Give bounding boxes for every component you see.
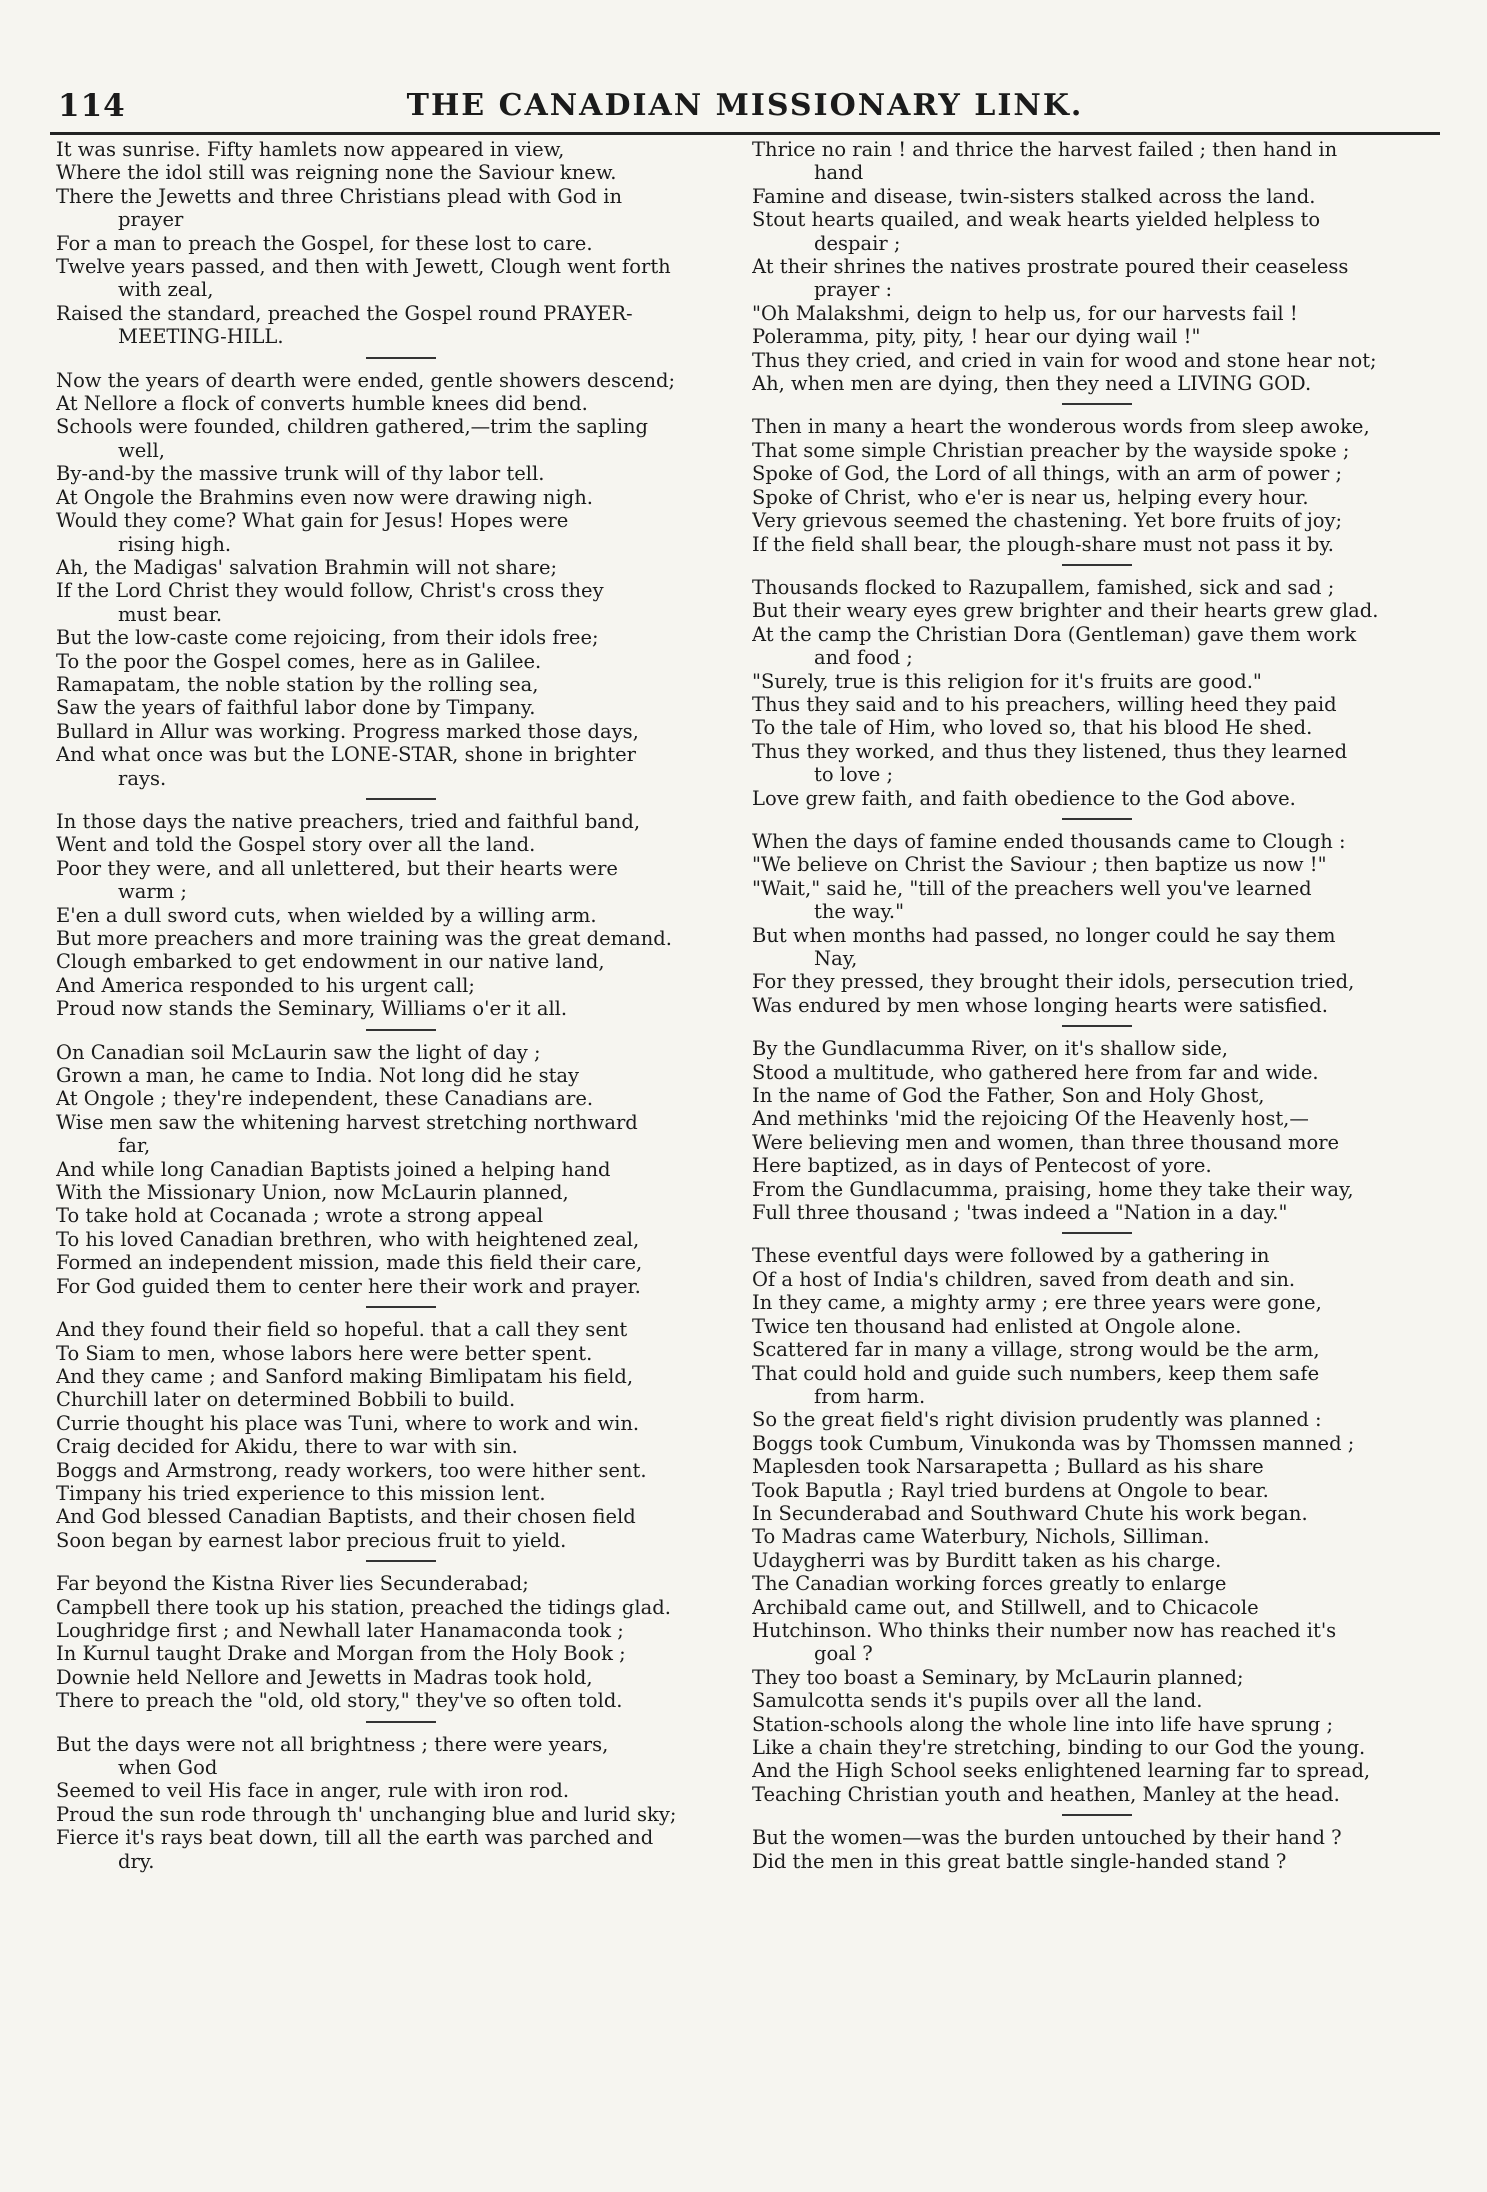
poem-line: Teaching Christian youth and heathen, Manley at the head. [752,1782,1340,1806]
poem-line: warm ; [118,880,187,904]
poem-line: Thus they said and to his preachers, willing heed they paid [752,692,1337,716]
poem-line: In those days the native preachers, tried and faithful band, [56,809,641,833]
poem-line: But the low-caste come rejoicing, from their idols free; [56,626,599,650]
poem-line: Proud now stands the Seminary, Williams o'er it all. [56,997,568,1021]
stanza-separator [366,1029,436,1031]
poem-line: At Ongole the Brahmins even now were drawing nigh. [56,485,593,509]
poem-line: Poleramma, pity, pity, ! hear our dying wail !" [752,325,1201,349]
poem-line: To take hold at Cocanada ; wrote a strong appeal [56,1204,544,1228]
poem-line: In they came, a mighty army ; ere three years were gone, [752,1291,1322,1315]
poem-line: prayer [118,208,184,232]
poem-line: Proud the sun rode through th' unchanging blue and lurid sky; [56,1802,677,1826]
stanza [56,810,746,1021]
poem-line: If the field shall bear, the plough-share must not pass it by. [752,532,1334,556]
poem-line: And what once was but the LONE-STAR, shone in brighter [56,743,636,767]
poem-line: Here baptized, as in days of Pentecost of yore. [752,1154,1212,1178]
poem-line: Then in many a heart the wonderous words from sleep awoke, [752,415,1370,439]
left-column [56,138,746,2178]
poem-line: For God guided them to center here their work and prayer. [56,1274,641,1298]
poem-line: Station-schools along the whole line into life have sprung ; [752,1712,1334,1736]
poem-line: "Surely, true is this religion for it's fruits are good." [752,669,1262,693]
poem-line: They too boast a Seminary, by McLaurin planned; [752,1665,1244,1689]
poem-line: And while long Canadian Baptists joined a helping hand [56,1157,611,1181]
poem-line: hand [814,161,864,185]
stanza-separator [366,1560,436,1562]
poem-line: On Canadian soil McLaurin saw the light of day ; [56,1040,541,1064]
poem-line: far, [118,1134,151,1158]
poem-line: Stout hearts quailed, and weak hearts yielded helpless to [752,208,1321,232]
poem-line: Saw the years of faithful labor done by Timpany. [56,696,536,720]
stanza [56,1572,746,1712]
poem-line: But more preachers and more training was the great demand. [56,927,672,950]
poem-line: Famine and disease, twin-sisters stalked across the land. [752,184,1316,208]
poem-line: Soon began by earnest labor precious fruit to yield. [56,1528,567,1552]
poem-line: Scattered far in many a village, strong would be the arm, [752,1338,1320,1362]
stanza-separator [1062,1025,1132,1027]
stanza-separator [1062,1814,1132,1816]
poem-line: By the Gundlacumma River, on it's shallow side, [752,1037,1228,1061]
poem-line: Thus they worked, and thus they listened, thus they learned [752,739,1348,763]
poem-line: Archibald came out, and Stillwell, and to Chicacole [752,1595,1259,1619]
poem-line: Very grievous seemed the chastening. Yet bore fruits of joy; [752,509,1343,533]
page-header [50,88,1440,128]
poem-line: In Kurnul taught Drake and Morgan from the Holy Book ; [56,1642,626,1666]
right-column [752,138,1442,2178]
poem-line: Raised the standard, preached the Gospel round PRAYER- [56,301,633,325]
stanza-separator [1062,564,1132,566]
poem-line: Udaygherri was by Burditt taken as his charge. [752,1548,1222,1572]
poem-line: dry. [118,1849,155,1873]
poem-line: In Secunderabad and Southward Chute his work began. [752,1501,1308,1525]
poem-line: Loughridge first ; and Newhall later Hanamaconda took ; [56,1618,624,1642]
stanza-separator [366,1306,436,1308]
poem-line: At Nellore a flock of converts humble knees did bend. [56,392,588,416]
poem-line: to love ; [814,763,894,787]
poem-line: Did the men in this great battle single-handed stand ? [752,1849,1287,1873]
stanza [56,138,746,349]
poem-line: goal ? [814,1642,873,1666]
poem-line: Far beyond the Kistna River lies Secunderabad; [56,1572,529,1596]
poem-line: Boggs took Cumbum, Vinukonda was by Thomssen manned ; [752,1431,1355,1455]
stanza [56,1733,746,1873]
poem-line: But the days were not all brightness ; there were years, [56,1732,609,1756]
poem-line: Thus they cried, and cried in vain for wood and stone hear not; [752,348,1377,372]
stanza-separator [1062,403,1132,405]
poem-line: when God [118,1756,218,1779]
stanza-separator [366,1721,436,1723]
stanza-separator [1062,818,1132,820]
poem-line: If the Lord Christ they would follow, Christ's cross they [56,579,604,603]
poem-line: Were believing men and women, than three thousand more [752,1130,1340,1154]
poem-line: Currie thought his place was Tuni, where to work and win. [56,1411,640,1435]
poem-line: must bear. [118,602,223,626]
poem-line: Thousands flocked to Razupallem, famished, sick and sad ; [752,575,1335,599]
poem-line: And they found their field so hopeful. that a call they sent [56,1318,628,1342]
poem-line: Formed an independent mission, made this field their care, [56,1251,643,1275]
poem-line: But the women—was the burden untouched by their hand ? [752,1826,1342,1850]
poem-line: At their shrines the natives prostrate poured their ceaseless [752,255,1349,279]
poem-line: And God blessed Canadian Baptists, and their chosen field [56,1505,636,1529]
poem-line: Love grew faith, and faith obedience to the God above. [752,786,1296,810]
poem-line: Hutchinson. Who thinks their number now has reached it's [752,1618,1337,1642]
poem-line: Stood a multitude, who gathered here from far and wide. [752,1060,1319,1084]
page-number: 114 [58,88,126,124]
stanza [56,1318,746,1552]
poem-line: "We believe on Christ the Saviour ; then baptize us now !" [752,853,1327,877]
poem-line: For they pressed, they brought their idols, persecution tried, [752,970,1355,994]
poem-line: Wise men saw the whitening harvest stretching northward [56,1110,638,1134]
poem-line: So the great field's right division prudently was planned : [752,1408,1322,1432]
poem-line: For a man to preach the Gospel, for these lost to care. [56,231,593,255]
stanza-separator [366,798,436,800]
poem-line: rays. [118,766,167,790]
poem-line: rising high. [118,532,232,556]
poem-line: Full three thousand ; 'twas indeed a "Nation in a day." [752,1201,1288,1225]
poem-line: Went and told the Gospel story over all the land. [56,833,536,857]
poem-line: In the name of God the Father, Son and Holy Ghost, [752,1084,1265,1108]
stanza-separator [366,357,436,359]
poem-line: And the High School seeks enlightened learning far to spread, [752,1759,1371,1783]
stanza [752,415,1442,555]
poem-line: MEETING-HILL. [118,325,284,349]
journal-title: THE CANADIAN MISSIONARY LINK. [406,88,1084,123]
poem-line: "Oh Malakshmi, deign to help us, for our harvests fail ! [752,301,1298,325]
stanza [752,1037,1442,1224]
poem-line: And methinks 'mid the rejoicing Of the Heavenly host,— [752,1107,1309,1131]
poem-line: That could hold and guide such numbers, keep them safe [752,1361,1320,1385]
poem-line: Seemed to veil His face in anger, rule with iron rod. [56,1779,570,1803]
poem-line: Now the years of dearth were ended, gentle showers descend; [56,368,676,392]
poem-line: Where the idol still was reigning none the Saviour knew. [56,161,617,185]
stanza [752,830,1442,1017]
poem-line: Maplesden took Narsarapetta ; Bullard as his share [752,1455,1264,1479]
poem-line: Campbell there took up his station, preached the tidings glad. [56,1595,671,1619]
poem-line: Spoke of Christ, who e'er is near us, helping every hour. [752,485,1309,509]
poem-line: Samulcotta sends it's pupils over all the land. [752,1689,1203,1713]
poem-line: With the Missionary Union, now McLaurin planned, [56,1181,569,1205]
poem-line: Was endured by men whose longing hearts were satisfied. [752,993,1328,1017]
poem-line: There to preach the "old, old story," they've so often told. [56,1689,623,1713]
poem-line: To the tale of Him, who loved so, that his blood He shed. [752,716,1313,740]
poem-line: Ramapatam, the noble station by the rolling sea, [56,672,539,696]
poem-line: It was sunrise. Fifty hamlets now appeared in view, [56,138,565,161]
poem-line: Would they come? What gain for Jesus! Hopes were [56,509,569,533]
poem-line: To the poor the Gospel comes, here as in Galilee. [56,649,542,673]
poem-line: To Siam to men, whose labors here were better spent. [56,1341,593,1365]
poem-line: well, [118,438,165,462]
poem-line: That some simple Christian preacher by the wayside spoke ; [752,438,1350,462]
poem-line: despair ; [814,231,901,255]
poem-line: By-and-by the massive trunk will of thy labor tell. [56,462,545,486]
poem-line: Twice ten thousand had enlisted at Ongole alone. [752,1314,1242,1338]
stanza [56,369,746,790]
stanza [752,138,1442,395]
poem-line: At Ongole ; they're independent, these Canadians are. [56,1087,594,1111]
poem-line: At the camp the Christian Dora (Gentleman) gave them work [752,622,1357,646]
poem-line: with zeal, [118,278,214,302]
poem-line: Like a chain they're stretching, binding to our God the young. [752,1736,1366,1759]
poem-line: To his loved Canadian brethren, who with heightened zeal, [56,1227,640,1251]
poem-line: There the Jewetts and three Christians plead with God in [56,184,623,208]
poem-line: These eventful days were followed by a gathering in [752,1244,1270,1268]
poem-line: When the days of famine ended thousands came to Clough : [752,829,1346,853]
header-rule [50,132,1440,135]
poem-line: Bullard in Allur was working. Progress marked those days, [56,719,639,743]
poem-line: To Madras came Waterbury, Nichols, Silliman. [752,1525,1210,1549]
poem-line: "Wait," said he, "till of the preachers well you've learned [752,876,1312,900]
poem-line: Schools were founded, children gathered,—trim the sapling [56,415,649,439]
poem-line: But when months had passed, no longer could he say them [752,923,1336,947]
poem-line: But their weary eyes grew brighter and their hearts grew glad. [752,599,1379,623]
stanza [56,1041,746,1298]
poem-line: the way." [814,900,905,924]
stanza [752,1826,1442,1873]
poem-line: Downie held Nellore and Jewetts in Madras took hold, [56,1665,593,1689]
poem-line: prayer : [814,278,893,302]
poem-line: From the Gundlacumma, praising, home they take their way, [752,1177,1354,1201]
poem-line: from harm. [814,1384,926,1408]
stanza [752,576,1442,810]
poem-line: Clough embarked to get endowment in our native land, [56,950,605,974]
poem-line: and food ; [814,646,913,670]
poem-line: Ah, when men are dying, then they need a LIVING GOD. [752,372,1312,396]
stanza-separator [1062,1232,1132,1234]
poem-line: Of a host of India's children, saved from death and sin. [752,1267,1296,1291]
poem-line: Spoke of God, the Lord of all things, with an arm of power ; [752,462,1343,486]
poem-line: Fierce it's rays beat down, till all the earth was parched and [56,1826,654,1850]
poem-line: And America responded to his urgent call; [56,973,475,997]
poem-line: Churchill later on determined Bobbili to build. [56,1388,516,1412]
poem-line: Craig decided for Akidu, there to war with sin. [56,1435,518,1459]
poem-line: Thrice no rain ! and thrice the harvest failed ; then hand in [752,138,1338,161]
poem-line: E'en a dull sword cuts, when wielded by a willing arm. [56,903,597,927]
poem-line: And they came ; and Sanford making Bimlipatam his field, [56,1364,634,1388]
poem-line: Grown a man, he came to India. Not long did he stay [56,1064,580,1088]
stanza [752,1244,1442,1806]
poem-line: Timpany his tried experience to this mission lent. [56,1481,546,1505]
poem-line: Took Baputla ; Rayl tried burdens at Ongole to bear. [752,1478,1269,1502]
poem-line: Boggs and Armstrong, ready workers, too were hither sent. [56,1458,647,1482]
poem-line: Twelve years passed, and then with Jewett, Clough went forth [56,255,671,279]
poem-line: Ah, the Madigas' salvation Brahmin will not share; [56,555,558,579]
poem-line: Poor they were, and all unlettered, but their hearts were [56,856,618,880]
poem-line: The Canadian working forces greatly to enlarge [752,1572,1227,1596]
poem-line: Nay, [814,947,858,970]
